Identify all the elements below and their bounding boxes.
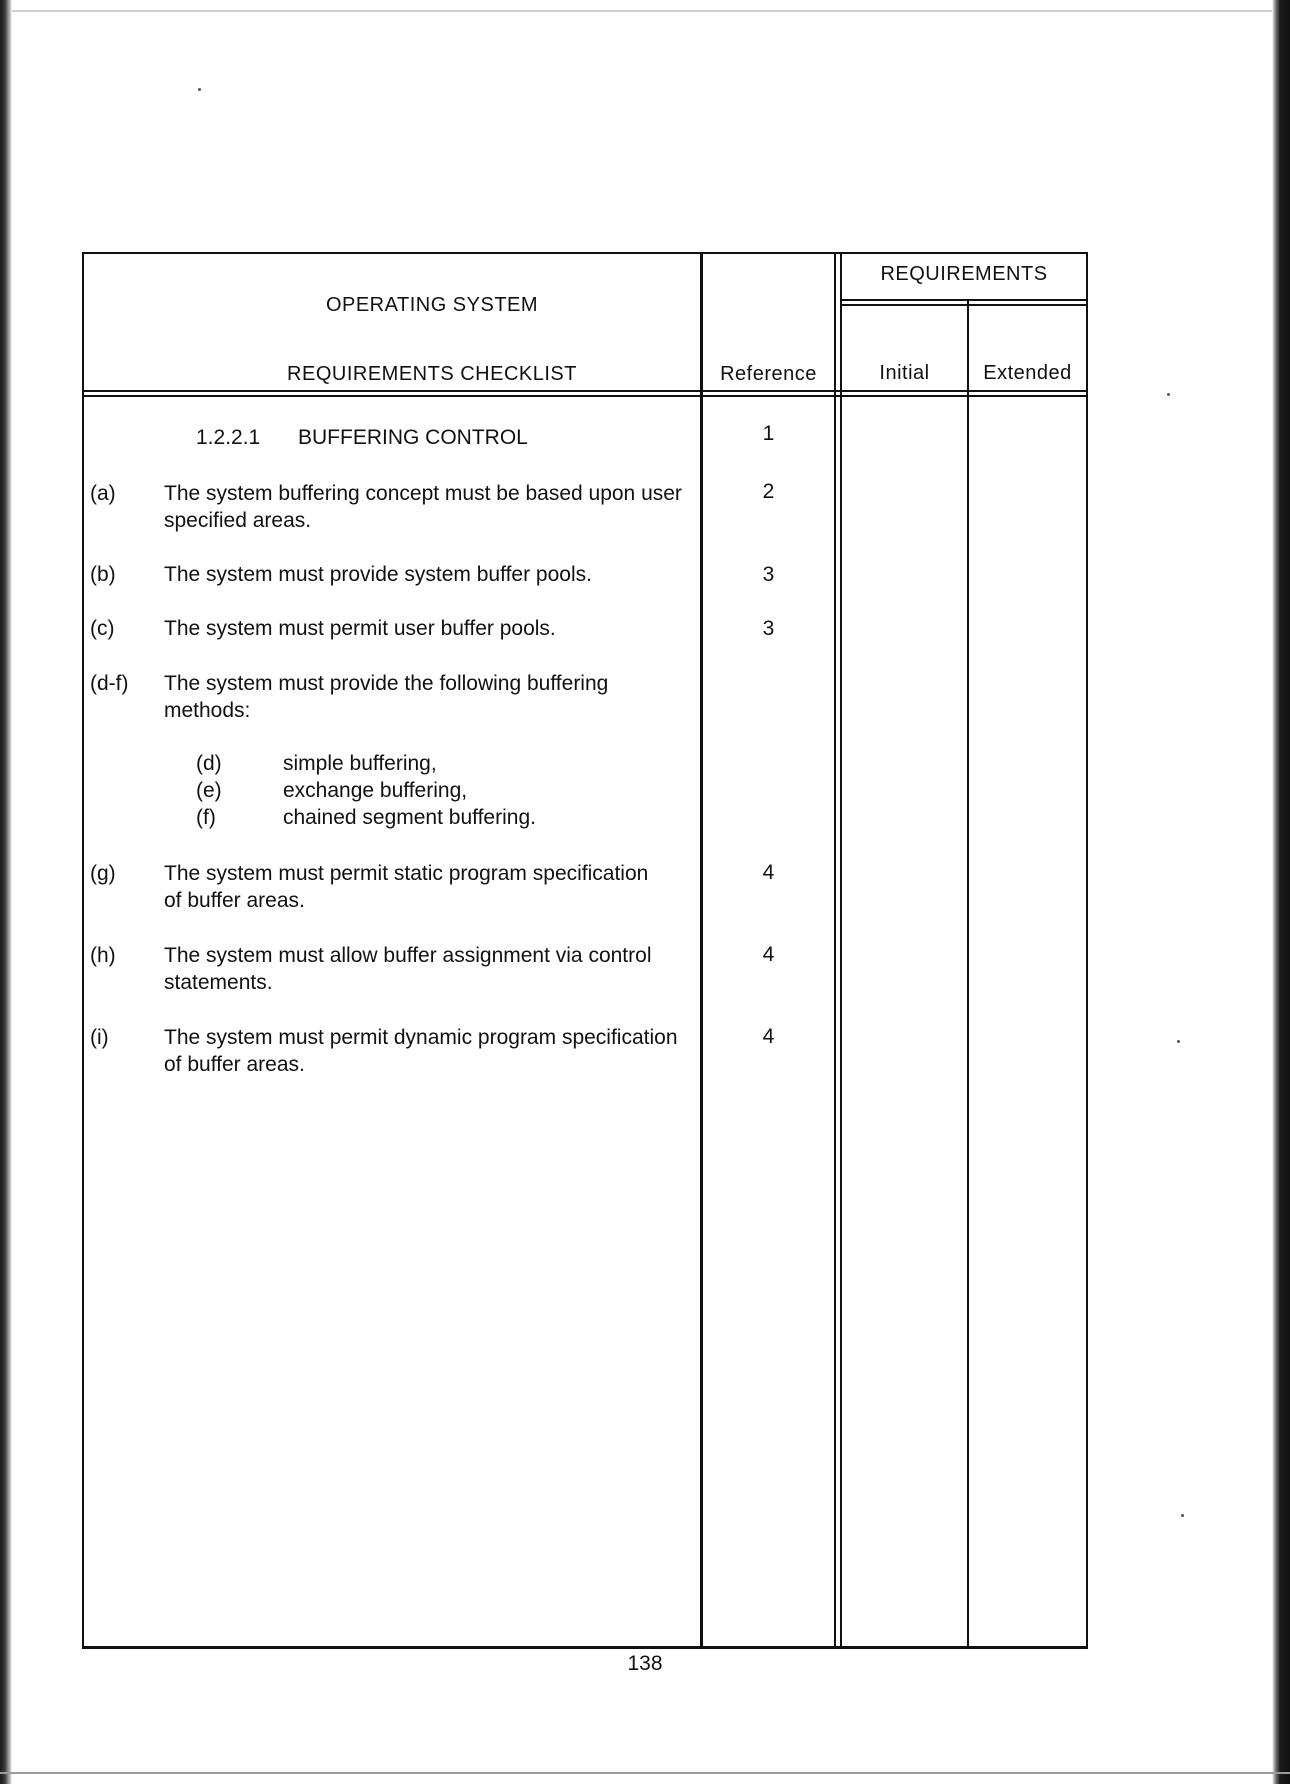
- header-rule-lower: [82, 395, 1088, 397]
- item-label: (h): [90, 944, 116, 967]
- subitem-label: (d): [196, 752, 222, 775]
- item-text-line: The system must permit user buffer pools.: [164, 617, 556, 640]
- table-top-border: [82, 252, 1088, 254]
- item-text-line: The system must permit static program specification: [164, 862, 649, 885]
- item-text-line: The system buffering concept must be based upon user: [164, 482, 682, 505]
- scan-bottom-edge: [0, 1772, 1290, 1774]
- table-left-border: [82, 252, 84, 1649]
- scan-speck: [198, 88, 201, 91]
- header-rule-upper: [82, 390, 1088, 392]
- item-reference: 3: [762, 617, 775, 640]
- item-text-line: of buffer areas.: [164, 1053, 305, 1076]
- section-title: BUFFERING CONTROL: [298, 426, 528, 449]
- initial-extended-divider: [967, 300, 969, 1649]
- subitem-text: exchange buffering,: [283, 779, 468, 802]
- requirements-column-divider-b: [840, 252, 842, 1649]
- item-text-line: The system must provide system buffer pools.: [164, 563, 592, 586]
- item-reference: 4: [762, 943, 775, 966]
- item-label: (i): [90, 1026, 109, 1049]
- header-requirements: REQUIREMENTS: [880, 263, 1048, 285]
- subitem-text: chained segment buffering.: [283, 806, 536, 829]
- item-text-line: The system must permit dynamic program specification: [164, 1026, 678, 1049]
- item-reference: 2: [762, 480, 775, 503]
- item-reference: 3: [762, 563, 775, 586]
- section-number: 1.2.2.1: [196, 426, 261, 449]
- scan-left-edge: [0, 0, 12, 1784]
- scan-speck: [1167, 393, 1170, 396]
- scan-speck: [1181, 1514, 1184, 1517]
- scan-speck: [1177, 1040, 1180, 1043]
- section-reference: 1: [762, 422, 775, 445]
- item-label: (d-f): [90, 672, 129, 695]
- requirements-column-divider-a: [834, 252, 836, 1649]
- header-title: OPERATING SYSTEM: [325, 294, 539, 316]
- header-extended: Extended: [983, 362, 1072, 384]
- item-label: (a): [90, 482, 116, 505]
- subitem-label: (f): [196, 806, 216, 829]
- subitem-text: simple buffering,: [283, 752, 437, 775]
- subitem-label: (e): [196, 779, 222, 802]
- item-text-line: of buffer areas.: [164, 889, 305, 912]
- item-reference: 4: [762, 861, 775, 884]
- table-right-border: [1086, 252, 1088, 1649]
- scan-top-edge: [0, 10, 1290, 12]
- page-number: 138: [627, 1652, 663, 1675]
- item-text-line: The system must allow buffer assignment via control: [164, 944, 652, 967]
- item-text-line: methods:: [164, 699, 251, 722]
- header-initial: Initial: [879, 362, 930, 384]
- item-reference: 4: [762, 1025, 775, 1048]
- item-label: (g): [90, 862, 116, 885]
- checklist-table: [82, 252, 1088, 1650]
- item-text-line: The system must provide the following buffering: [164, 672, 609, 695]
- item-text-line: specified areas.: [164, 509, 312, 532]
- item-label: (b): [90, 563, 116, 586]
- scan-right-edge: [1272, 0, 1290, 1784]
- item-label: (c): [90, 617, 115, 640]
- requirements-group-rule-a: [840, 299, 1088, 301]
- requirements-group-rule-b: [840, 304, 1088, 306]
- item-text-line: statements.: [164, 971, 273, 994]
- header-reference: Reference: [720, 363, 817, 385]
- table-bottom-border: [82, 1646, 1088, 1649]
- header-subtitle: REQUIREMENTS CHECKLIST: [287, 363, 577, 385]
